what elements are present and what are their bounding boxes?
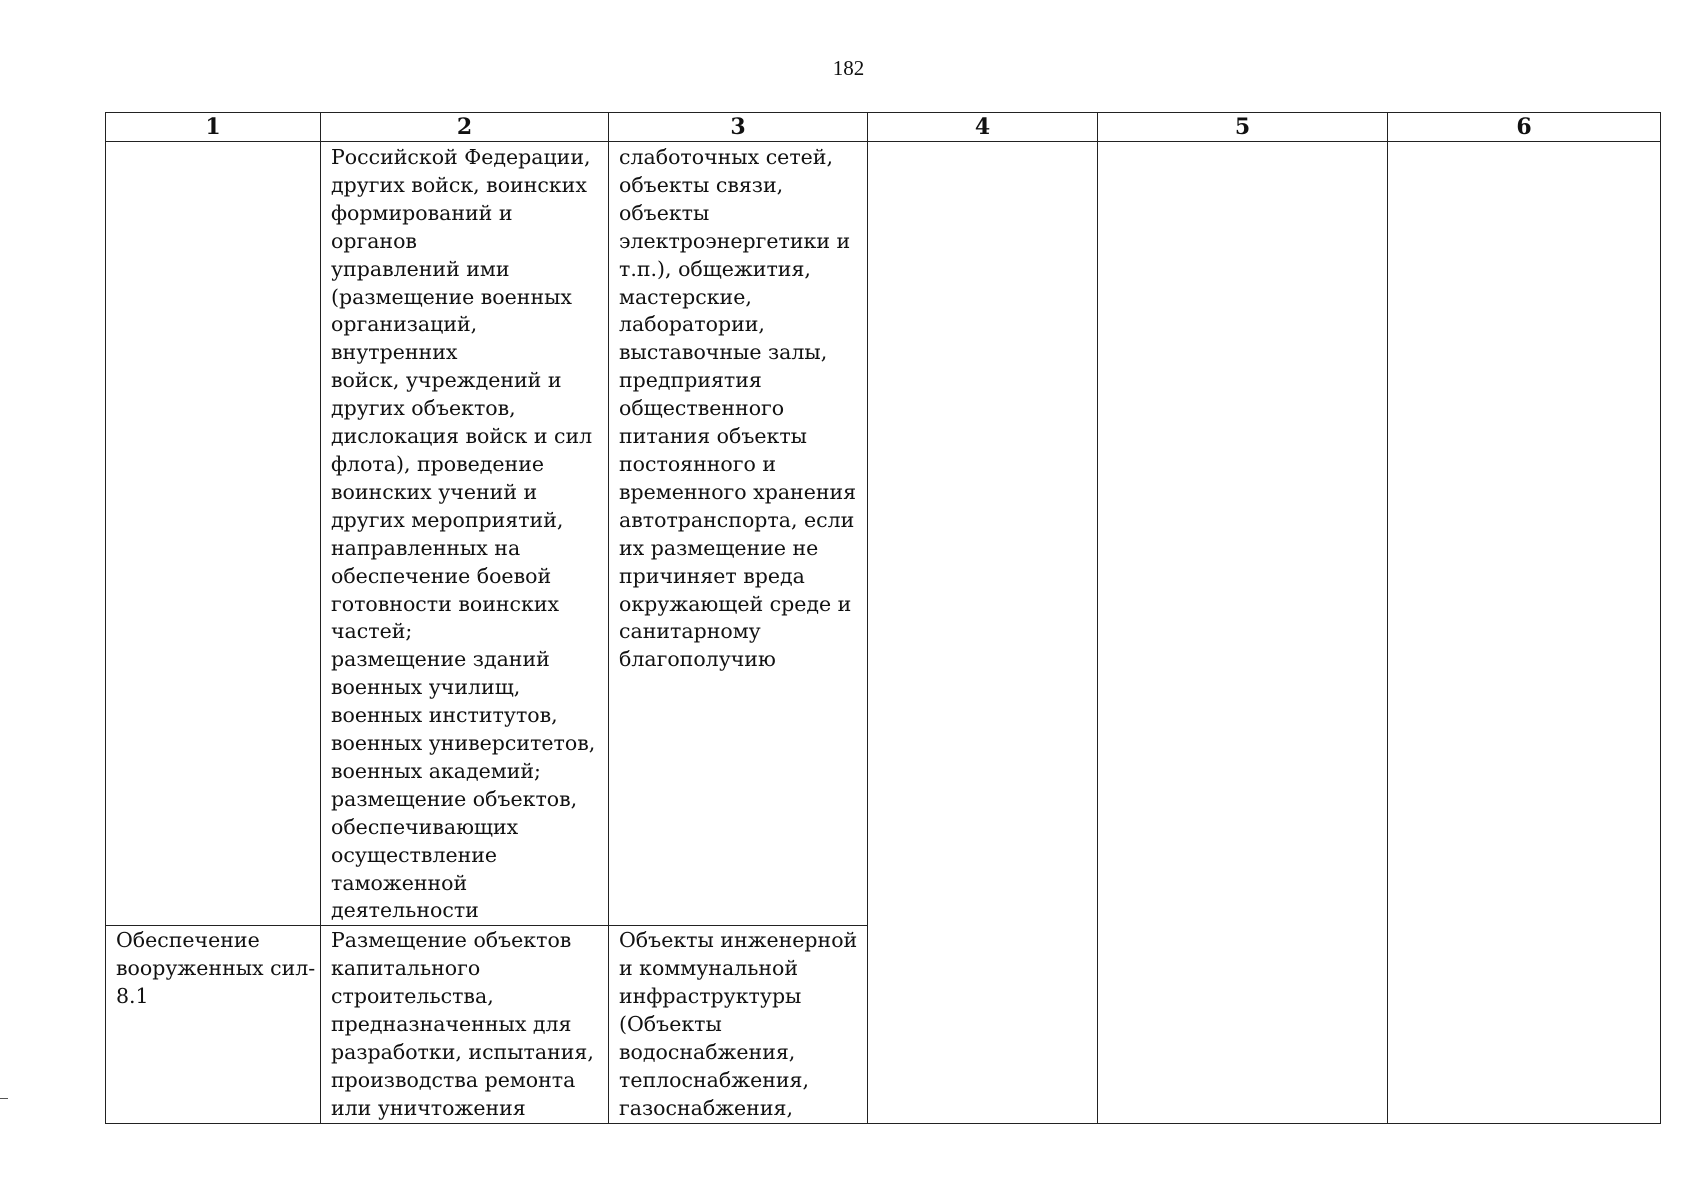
header-col-3: 3 xyxy=(609,113,868,142)
cell-col-5 xyxy=(1098,142,1388,1124)
margin-mark xyxy=(0,1098,8,1099)
header-row xyxy=(106,113,1661,142)
cell-text: Объекты инженерной и коммунальной инфраструктуры (Объекты водоснабжения, теплоснабжения, газоснабжения, xyxy=(619,928,858,1120)
header-col-5: 5 xyxy=(1098,113,1388,142)
page-number: 182 xyxy=(832,56,865,80)
cell-text xyxy=(106,142,320,144)
cell-text: Размещение объектов капитального строительства, предназначенных для разработки, испытания, производства ремонта или уничтожения xyxy=(331,928,594,1120)
header-col-2: 2 xyxy=(321,113,609,142)
cell-text: Обеспечение вооруженных сил- 8.1 xyxy=(116,928,316,1009)
cell-col-1 xyxy=(106,926,321,1123)
cell-col-2 xyxy=(321,142,609,926)
cell-col-1 xyxy=(106,142,321,926)
cell-col-2 xyxy=(321,926,609,1123)
header-col-1: 1 xyxy=(106,113,321,142)
cell-text: слаботочных сетей, объекты связи, объекты электроэнергетики и т.п.), общежития, мастерские, лаборатории, выставочные залы, предприятия общественного питания объекты постоянного и временного хранения автотранспорта, если их размещение не причиняет вреда окружающей среде и санитарному благополучию xyxy=(619,145,857,672)
header-col-6: 6 xyxy=(1388,113,1661,142)
regulations-table xyxy=(105,112,1661,1124)
cell-col-3 xyxy=(609,142,868,926)
cell-text: Российской Федерации, других войск, воинских формирований и органов управлений ими (размещение военных организаций, внутренних войск, учреждений и других объектов, дислокация войск и сил флота), проведение воинских учений и других мероприятий, направленных на обеспечение боевой готовности воинских частей; размещение зданий военных училищ, военных институтов, военных университетов, военных академий; размещение объектов, обеспечивающих осуществление таможенной деятельности xyxy=(331,145,596,923)
table-row xyxy=(106,142,1661,926)
cell-col-3 xyxy=(609,926,868,1123)
cell-col-4 xyxy=(868,142,1098,1124)
cell-col-6 xyxy=(1388,142,1661,1124)
header-col-4: 4 xyxy=(868,113,1098,142)
